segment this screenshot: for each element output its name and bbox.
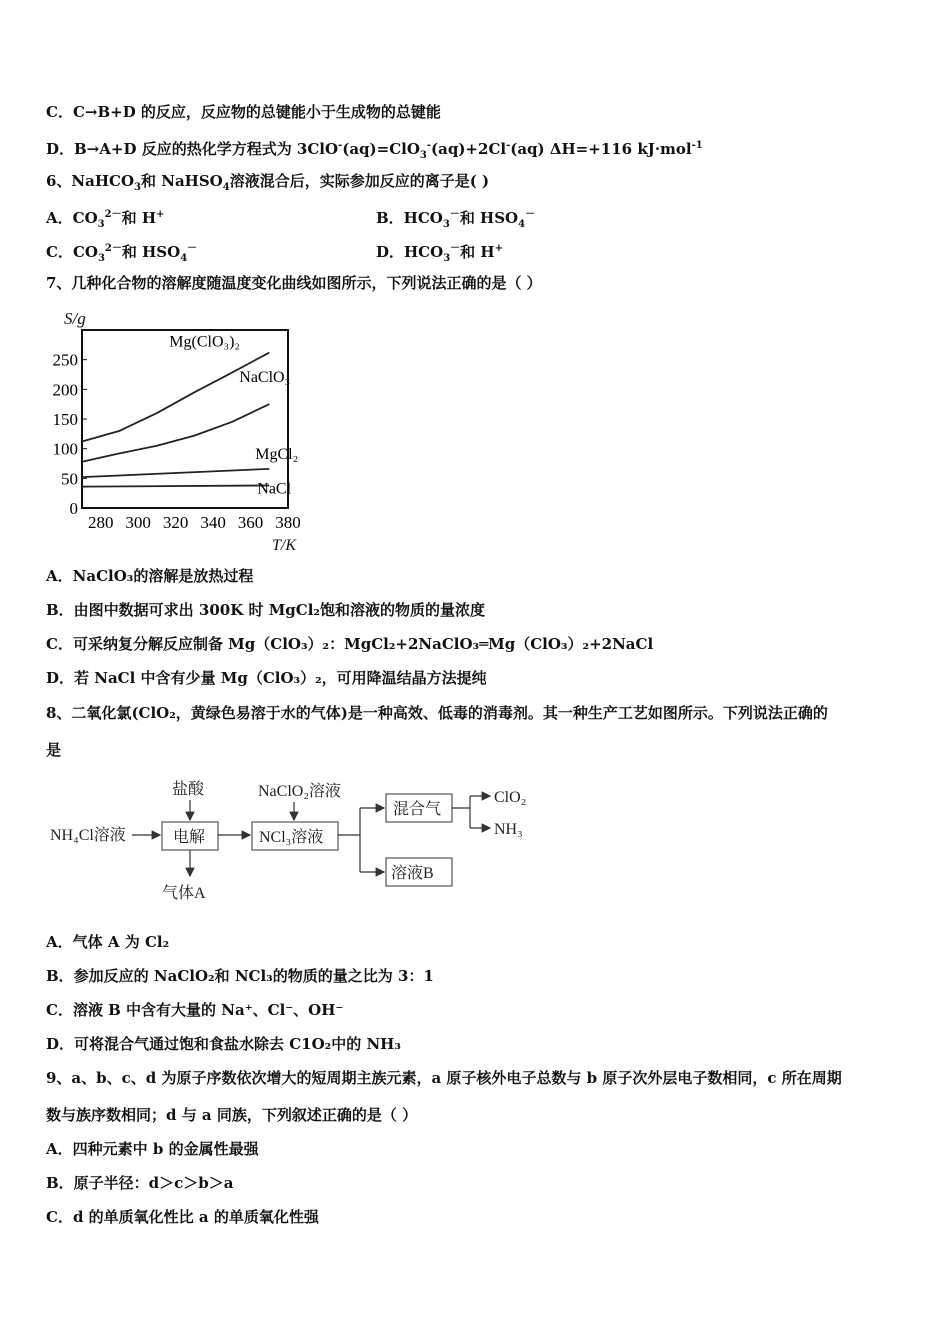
x-tick-label: 380 — [275, 513, 301, 532]
clo2-label: ClO₂ — [494, 789, 527, 806]
x-tick-label: 360 — [237, 513, 264, 532]
series-line-2 — [82, 469, 269, 477]
q6-option-c: C．$CO_3^{2-}$和 $HSO_4^-$ — [46, 243, 198, 264]
solubility-chart — [46, 302, 316, 554]
hcl-label: 盐酸 — [172, 781, 205, 798]
nh4cl-label: NH₄Cl溶液 — [50, 827, 126, 844]
q7-option-c: C．可采纳复分解反应制备 Mg（ClO₃）₂：MgCl₂+2NaClO₃═Mg（ClO₃）₂+2NaCl — [46, 635, 654, 653]
q9-option-c: C．d 的单质氧化性比 a 的单质氧化性强 — [46, 1208, 319, 1226]
q7-option-a: A．NaClO₃的溶解是放热过程 — [46, 567, 254, 585]
x-tick-label: 300 — [125, 513, 151, 532]
y-tick-label: 100 — [52, 439, 78, 459]
y-tick-label: 200 — [52, 380, 78, 400]
q7-stem: 7、几种化合物的溶解度随温度变化曲线如图所示，下列说法正确的是（ ） — [46, 274, 542, 292]
q8-option-c: C．溶液 B 中含有大量的 Na⁺、Cl⁻、OH⁻ — [46, 1001, 344, 1019]
y-tick-label: 150 — [52, 410, 78, 429]
q9-stem-line1: 9、a、b、c、d 为原子序数依次增大的短周期主族元素，a 原子核外电子总数与 b 原子次外层电子数相同，c 所在周期 — [46, 1069, 842, 1087]
series-label-3: NaCl — [257, 480, 292, 498]
nh3-label: NH₃ — [494, 821, 523, 838]
y-tick-label: 50 — [61, 469, 78, 489]
naclo2-label: NaClO₂溶液 — [258, 783, 341, 800]
solution-b-label: 溶液B — [391, 865, 434, 882]
q6-option-d: D．$HCO_3^-$和 H+ — [376, 243, 503, 264]
q9-option-b: B．原子半径：d＞c＞b＞a — [46, 1174, 234, 1192]
q6-option-b: B．$HCO_3^-$和 $HSO_4^-$ — [376, 209, 536, 230]
q8-option-a: A．气体 A 为 Cl₂ — [46, 933, 170, 951]
x-tick-label: 340 — [200, 513, 226, 532]
y-axis-label: S/g — [64, 309, 86, 328]
series-line-0 — [82, 353, 269, 442]
q8-option-b: B．参加反应的 NaClO₂和 NCl₃的物质的量之比为 3：1 — [46, 967, 434, 985]
x-axis-label: T/K — [272, 537, 297, 554]
series-label-0: Mg(ClO₃)₂ — [169, 333, 240, 351]
series-line-3 — [82, 485, 269, 486]
ncl3-label: NCl₃溶液 — [259, 829, 324, 846]
q9-stem-line2: 数与族序数相同；d 与 a 同族，下列叙述正确的是（ ） — [46, 1106, 418, 1124]
process-flowchart — [46, 772, 546, 907]
x-tick-label: 280 — [87, 513, 114, 532]
q8-stem-line1: 8、二氧化氯(ClO₂，黄绿色易溶于水的气体)是一种高效、低毒的消毒剂。其一种生产工艺如图所示。下列说法正确的 — [46, 704, 828, 722]
series-label-1: NaClO₃ — [239, 369, 291, 387]
q6-stem: 6、NaHCO$_3$和 NaHSO$_4$溶液混合后，实际参加反应的离子是( ) — [46, 172, 490, 193]
q7-option-b: B．由图中数据可求出 300K 时 MgCl₂饱和溶液的物质的量浓度 — [46, 601, 485, 619]
gas-a-label: 气体A — [162, 885, 206, 902]
mixed-gas-label: 混合气 — [393, 801, 442, 818]
q8-stem-line2: 是 — [46, 741, 62, 759]
q5-option-d: D．B→A+D 反应的热化学方程式为 3ClO-(aq)=ClO$_3$-(aq)+2Cl-(aq) ΔH=+116 kJ·mol$^{-1}$ — [46, 140, 703, 161]
q5-option-c: C．C→B+D 的反应，反应物的总键能小于生成物的总键能 — [46, 103, 441, 121]
y-tick-label: 250 — [52, 350, 78, 370]
q8-option-d: D．可将混合气通过饱和食盐水除去 C1O₂中的 NH₃ — [46, 1035, 401, 1053]
x-tick-label: 320 — [162, 513, 189, 532]
q6-option-a: A．$CO_3^{2-}$和 H+ — [46, 209, 165, 230]
series-label-2: MgCl₂ — [255, 445, 299, 463]
q9-option-a: A．四种元素中 b 的金属性最强 — [46, 1140, 259, 1158]
y-tick-label: 0 — [69, 499, 78, 518]
electrolysis-label: 电解 — [173, 829, 206, 846]
q7-option-d: D．若 NaCl 中含有少量 Mg（ClO₃）₂，可用降温结晶方法提纯 — [46, 669, 487, 687]
